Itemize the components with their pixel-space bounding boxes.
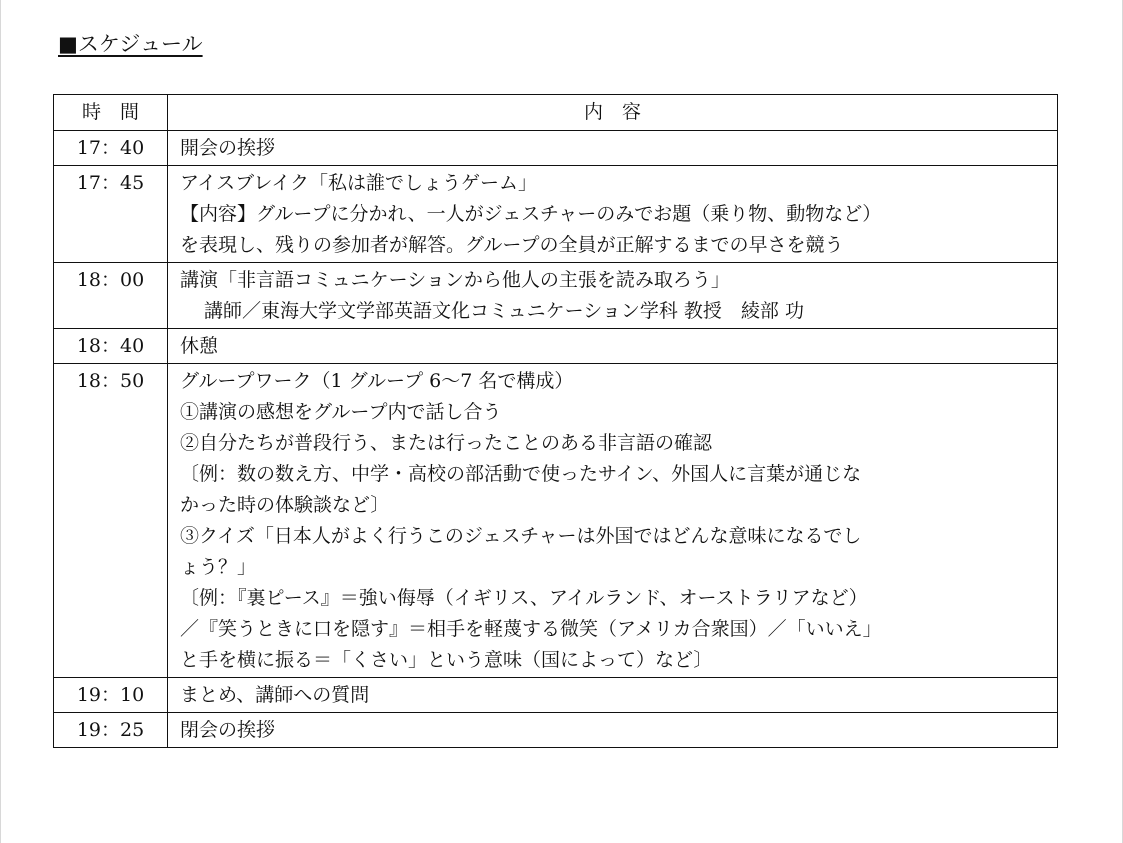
time-cell: 19：10 <box>54 678 168 713</box>
content-line: 休憩 <box>180 335 219 357</box>
content-line: 【内容】グループに分かれ、一人がジェスチャーのみでお題（乗り物、動物など） <box>180 203 882 225</box>
content-cell <box>168 131 1058 166</box>
content-line: 〔例：数の数え方、中学・高校の部活動で使ったサイン、外国人に言葉が通じな <box>180 463 862 485</box>
content-cell <box>168 329 1058 364</box>
table-header-row <box>54 95 1058 131</box>
content-cell <box>168 713 1058 748</box>
content-line: 開会の挨拶 <box>180 137 276 159</box>
content-line: を表現し、残りの参加者が解答。グループの全員が正解するまでの早さを競う <box>180 234 844 256</box>
content-line: ①講演の感想をグループ内で話し合う <box>180 401 502 423</box>
table-row <box>54 166 1058 263</box>
table-row <box>54 263 1058 329</box>
content-line: まとめ、講師への質問 <box>180 684 370 706</box>
table-row <box>54 713 1058 748</box>
content-cell <box>168 364 1058 678</box>
content-cell <box>168 166 1058 263</box>
content-cell <box>168 263 1058 329</box>
content-line: 講演「非言語コミュニケーションから他人の主張を読み取ろう」 <box>180 269 730 291</box>
table-row <box>54 329 1058 364</box>
time-column-header: 時 間 <box>54 95 168 131</box>
content-line: 〔例：『裏ピース』＝強い侮辱（イギリス、アイルランド、オーストラリアなど） <box>180 587 868 609</box>
table-row <box>54 364 1058 678</box>
time-cell: 18：40 <box>54 329 168 364</box>
schedule-table <box>53 94 1058 748</box>
time-cell: 17：40 <box>54 131 168 166</box>
section-title: ■スケジュール <box>58 32 203 56</box>
content-cell <box>168 678 1058 713</box>
time-cell: 18：00 <box>54 263 168 329</box>
content-line: ③クイズ「日本人がよく行うこのジェスチャーは外国ではどんな意味になるでし <box>180 525 862 547</box>
content-line: ②自分たちが普段行う、または行ったことのある非言語の確認 <box>180 432 713 454</box>
content-line: 講師／東海大学文学部英語文化コミュニケーション学科 教授 綾部 功 <box>204 300 804 322</box>
content-column-header: 内 容 <box>168 95 1058 131</box>
content-line: かった時の体験談など〕 <box>180 494 390 516</box>
content-line: アイスブレイク「私は誰でしょうゲーム」 <box>180 172 538 194</box>
time-cell: 17：45 <box>54 166 168 263</box>
content-line: ／『笑うときに口を隠す』＝相手を軽蔑する微笑（アメリカ合衆国）／「いいえ」 <box>180 618 882 640</box>
content-line: ょう？」 <box>180 556 257 578</box>
time-cell: 19：25 <box>54 713 168 748</box>
time-cell: 18：50 <box>54 364 168 678</box>
table-row <box>54 131 1058 166</box>
content-line: と手を横に振る＝「くさい」という意味（国によって）など〕 <box>180 649 713 671</box>
table-row <box>54 678 1058 713</box>
content-line: 閉会の挨拶 <box>180 719 276 741</box>
content-line: グループワーク（1 グループ 6～7 名で構成） <box>180 370 574 392</box>
